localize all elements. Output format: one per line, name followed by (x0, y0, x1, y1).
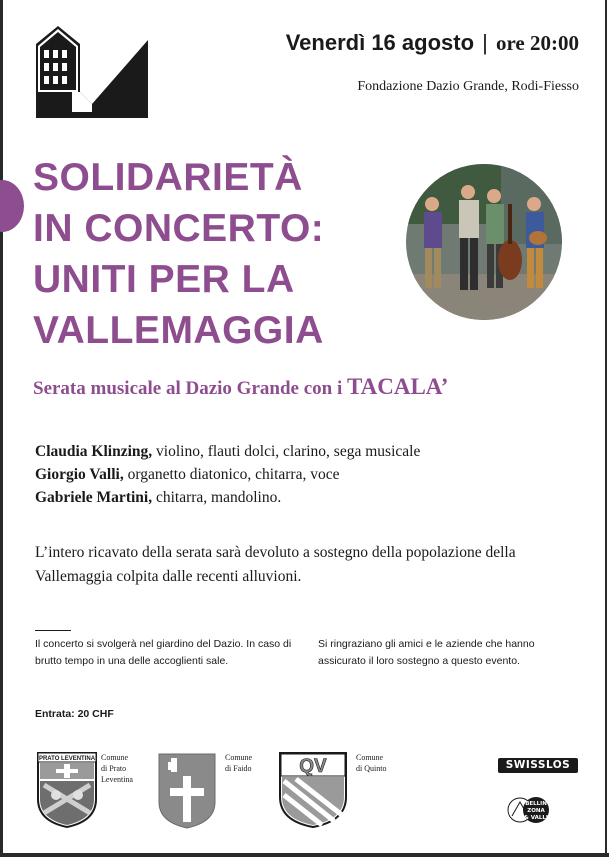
page-border-left (0, 0, 3, 857)
musician-name: Giorgio Valli, (35, 466, 124, 483)
event-title (33, 152, 324, 356)
prato-leventina-crest-icon (36, 751, 98, 829)
event-date-time (286, 30, 579, 56)
musician-row (35, 440, 420, 463)
date-separator: | (482, 30, 488, 55)
musician-instruments: organetto diatonico, chitarra, voce (123, 466, 340, 483)
donation-purpose: L’intero ricavato della serata sarà devoluto a sostegno della popolazione della Vallemaggia colpita dalle recenti alluvioni. (35, 544, 516, 585)
faido-label (225, 752, 252, 774)
venue-note: Il concerto si svolgerà nel giardino del Dazio. In caso di brutto tempo in una delle accoglienti sale. (35, 638, 292, 667)
event-time: ore 20:00 (495, 31, 579, 55)
event-subtitle (33, 374, 448, 400)
bellinzona-valli-logo-icon (506, 790, 578, 830)
decorative-half-circle (0, 180, 24, 232)
title-line: VALLEMAGGIA (33, 309, 324, 352)
musician-row (35, 463, 420, 486)
subtitle-text: Serata musicale al Dazio Grande con i (33, 378, 343, 399)
band-photo-image (406, 164, 562, 320)
quinto-label (356, 752, 386, 774)
label-line: Comune (101, 753, 129, 762)
musician-name: Claudia Klinzing, (35, 443, 153, 460)
title-line: IN CONCERTO: (33, 207, 325, 250)
quinto-crest-icon (278, 751, 348, 829)
label-line: di Prato (101, 764, 127, 773)
notes-divider (35, 630, 71, 631)
label-line: di Quinto (356, 764, 387, 773)
faido-crest-icon (157, 752, 217, 830)
prato-leventina-label (101, 752, 133, 785)
musician-instruments: violino, flauti dolci, clarino, sega musicale (152, 443, 421, 460)
musician-name: Gabriele Martini, (35, 489, 153, 506)
thanks-note: Si ringraziano gli amici e le aziende che hanno assicurato il loro sostegno a questo evento. (318, 638, 535, 667)
label-line: Leventina (101, 775, 133, 784)
page-border-right (605, 0, 607, 857)
event-date: Venerdì 16 agosto (285, 30, 475, 55)
label-line: Comune (356, 753, 384, 762)
musicians-list (35, 440, 420, 509)
event-venue: Fondazione Dazio Grande, Rodi-Fiesso (357, 79, 579, 94)
entry-price: Entrata: 20 CHF (35, 708, 114, 720)
bzv-line-3: & VALLI (524, 815, 548, 821)
label-line: di Faido (225, 764, 252, 773)
building-logo-icon (36, 22, 148, 118)
label-line: Comune (225, 753, 253, 762)
bzv-line-2: ZONA (527, 808, 545, 814)
crest-letters: QV (299, 756, 327, 777)
band-name: TACALA’ (347, 374, 449, 399)
crest-banner: PRATO LEVENTINA (38, 756, 96, 762)
swisslos-logo: SWISSLOS (498, 758, 578, 773)
title-line: SOLIDARIETÀ (33, 156, 303, 199)
bzv-line-1: BELLIN (525, 801, 547, 807)
title-line: UNITI PER LA (33, 258, 295, 301)
musician-row (35, 486, 420, 509)
musician-instruments: chitarra, mandolino. (152, 489, 282, 506)
page-border-bottom (0, 853, 609, 857)
